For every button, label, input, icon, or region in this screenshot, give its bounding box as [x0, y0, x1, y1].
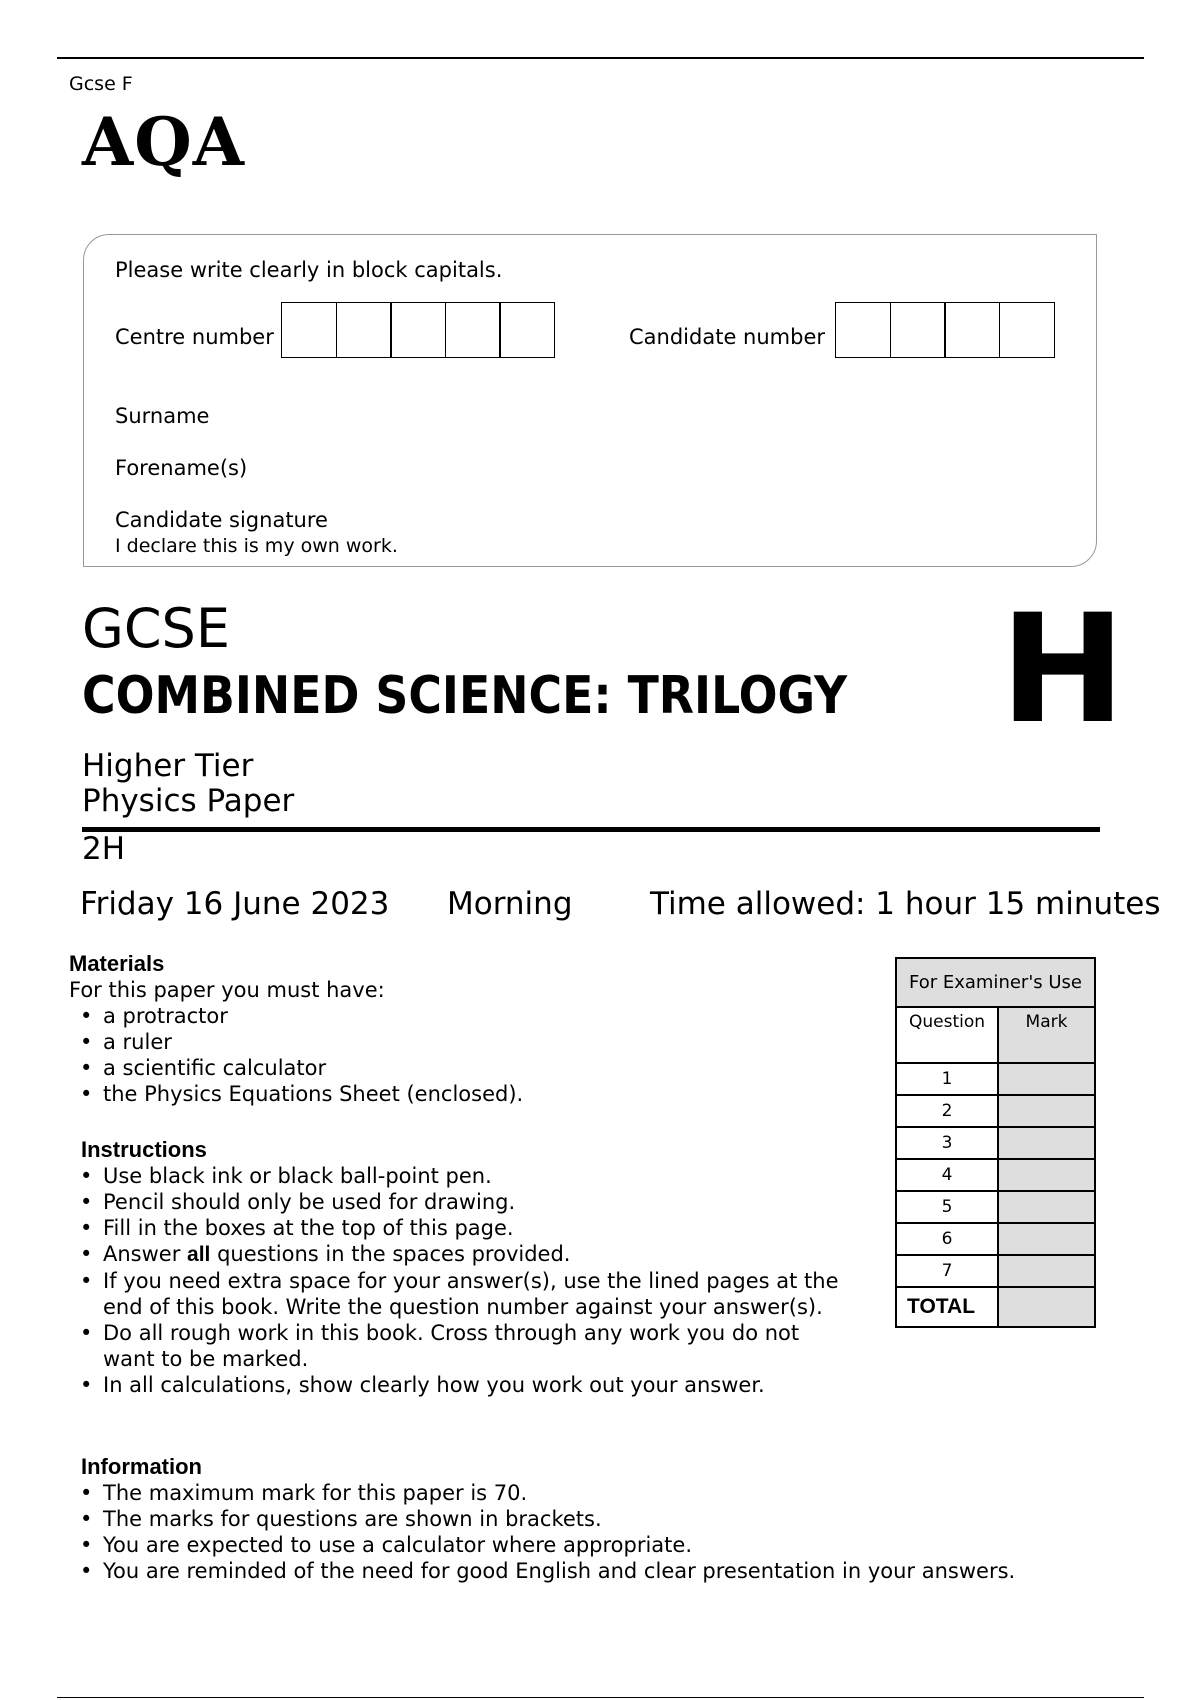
centre-number-box[interactable] — [499, 302, 555, 358]
centre-number-boxes — [281, 302, 554, 358]
list-item: • the Physics Equations Sheet (enclosed). — [69, 1081, 889, 1107]
mark-cell[interactable] — [998, 1063, 1095, 1095]
list-item: • The marks for questions are shown in brackets. — [69, 1506, 1169, 1532]
total-mark-cell[interactable] — [998, 1287, 1095, 1327]
mark-cell[interactable] — [998, 1159, 1095, 1191]
exam-session: Morning — [447, 886, 573, 922]
centre-number-box[interactable] — [445, 302, 501, 358]
question-number: 1 — [896, 1063, 998, 1095]
header-text: Gcse F — [69, 73, 133, 95]
question-number: 6 — [896, 1223, 998, 1255]
total-label: TOTAL — [896, 1287, 998, 1327]
examiner-use-title: For Examiner's Use — [896, 958, 1095, 1007]
candidate-details-panel — [83, 234, 1097, 567]
centre-number-label: Centre number — [115, 325, 274, 349]
time-allowed: Time allowed: 1 hour 15 minutes — [650, 886, 1161, 922]
instructions-heading: Instructions — [81, 1137, 207, 1162]
forenames-label: Forename(s) — [115, 456, 248, 480]
mark-cell[interactable] — [998, 1255, 1095, 1287]
table-row — [896, 1255, 1095, 1287]
list-item: • You are expected to use a calculator where appropriate. — [69, 1532, 1169, 1558]
materials-heading: Materials — [69, 951, 165, 976]
table-row — [896, 1223, 1095, 1255]
table-row — [896, 1159, 1095, 1191]
list-item: • Pencil should only be used for drawing. — [69, 1189, 839, 1215]
question-number: 3 — [896, 1127, 998, 1159]
paper-code: 2H — [82, 831, 126, 867]
question-number: 5 — [896, 1191, 998, 1223]
candidate-number-label: Candidate number — [629, 325, 825, 349]
mark-cell[interactable] — [998, 1095, 1095, 1127]
mark-cell[interactable] — [998, 1127, 1095, 1159]
candidate-number-boxes — [835, 302, 1053, 358]
table-row — [896, 1127, 1095, 1159]
centre-number-box[interactable] — [390, 302, 446, 358]
mark-cell[interactable] — [998, 1191, 1095, 1223]
instructions-section — [69, 1137, 839, 1398]
list-item: • The maximum mark for this paper is 70. — [69, 1480, 1169, 1506]
paper-name: Physics Paper — [82, 783, 295, 819]
candidate-number-box[interactable] — [944, 302, 1000, 358]
materials-section — [69, 951, 889, 1107]
subject-title: COMBINED SCIENCE: TRILOGY — [82, 666, 848, 726]
emphasis: all — [187, 1243, 211, 1266]
list-item: • Do all rough work in this book. Cross through any work you do not want to be marked. — [69, 1320, 839, 1372]
information-list — [69, 1480, 1169, 1584]
list-item: • a protractor — [69, 1003, 889, 1029]
materials-list — [69, 1003, 889, 1107]
tier-name: Higher Tier — [82, 748, 254, 784]
top-rule — [57, 57, 1144, 59]
question-column-header: Question — [896, 1007, 998, 1063]
list-item: • a scientific calculator — [69, 1055, 889, 1081]
list-item: • If you need extra space for your answer(s), use the lined pages at the end of this book. Write the question number against your answer(s). — [69, 1268, 839, 1320]
qualification-title: GCSE — [82, 597, 230, 660]
examiner-use-table — [895, 957, 1096, 1328]
list-item: • Answer all questions in the spaces provided. — [69, 1241, 839, 1268]
signature-label: Candidate signature — [115, 508, 328, 532]
mark-column-header: Mark — [998, 1007, 1095, 1063]
list-item: • Use black ink or black ball-point pen. — [69, 1163, 839, 1189]
surname-label: Surname — [115, 404, 210, 428]
centre-number-box[interactable] — [336, 302, 392, 358]
information-heading: Information — [81, 1454, 202, 1479]
table-row — [896, 1191, 1095, 1223]
candidate-number-box[interactable] — [999, 302, 1055, 358]
table-row — [896, 1063, 1095, 1095]
mark-cell[interactable] — [998, 1223, 1095, 1255]
title-rule — [82, 827, 1100, 832]
list-item: • In all calculations, show clearly how you work out your answer. — [69, 1372, 839, 1398]
instructions-list — [69, 1163, 839, 1398]
exam-date: Friday 16 June 2023 — [80, 886, 390, 922]
declaration-text: I declare this is my own work. — [115, 535, 398, 557]
list-item: • Fill in the boxes at the top of this page. — [69, 1215, 839, 1241]
centre-number-box[interactable] — [281, 302, 337, 358]
question-number: 2 — [896, 1095, 998, 1127]
block-capitals-instruction: Please write clearly in block capitals. — [115, 258, 503, 282]
bottom-rule — [57, 1697, 1144, 1698]
candidate-number-box[interactable] — [835, 302, 891, 358]
list-item: • a ruler — [69, 1029, 889, 1055]
tier-letter: H — [1000, 583, 1126, 757]
question-number: 7 — [896, 1255, 998, 1287]
question-number: 4 — [896, 1159, 998, 1191]
tier-paper-block — [82, 749, 294, 819]
information-section — [69, 1454, 1169, 1584]
aqa-logo: AQA — [82, 103, 245, 181]
candidate-number-box[interactable] — [890, 302, 946, 358]
total-row — [896, 1287, 1095, 1327]
table-row — [896, 1095, 1095, 1127]
list-item: • You are reminded of the need for good English and clear presentation in your answers. — [69, 1558, 1169, 1584]
materials-intro: For this paper you must have: — [69, 978, 385, 1002]
